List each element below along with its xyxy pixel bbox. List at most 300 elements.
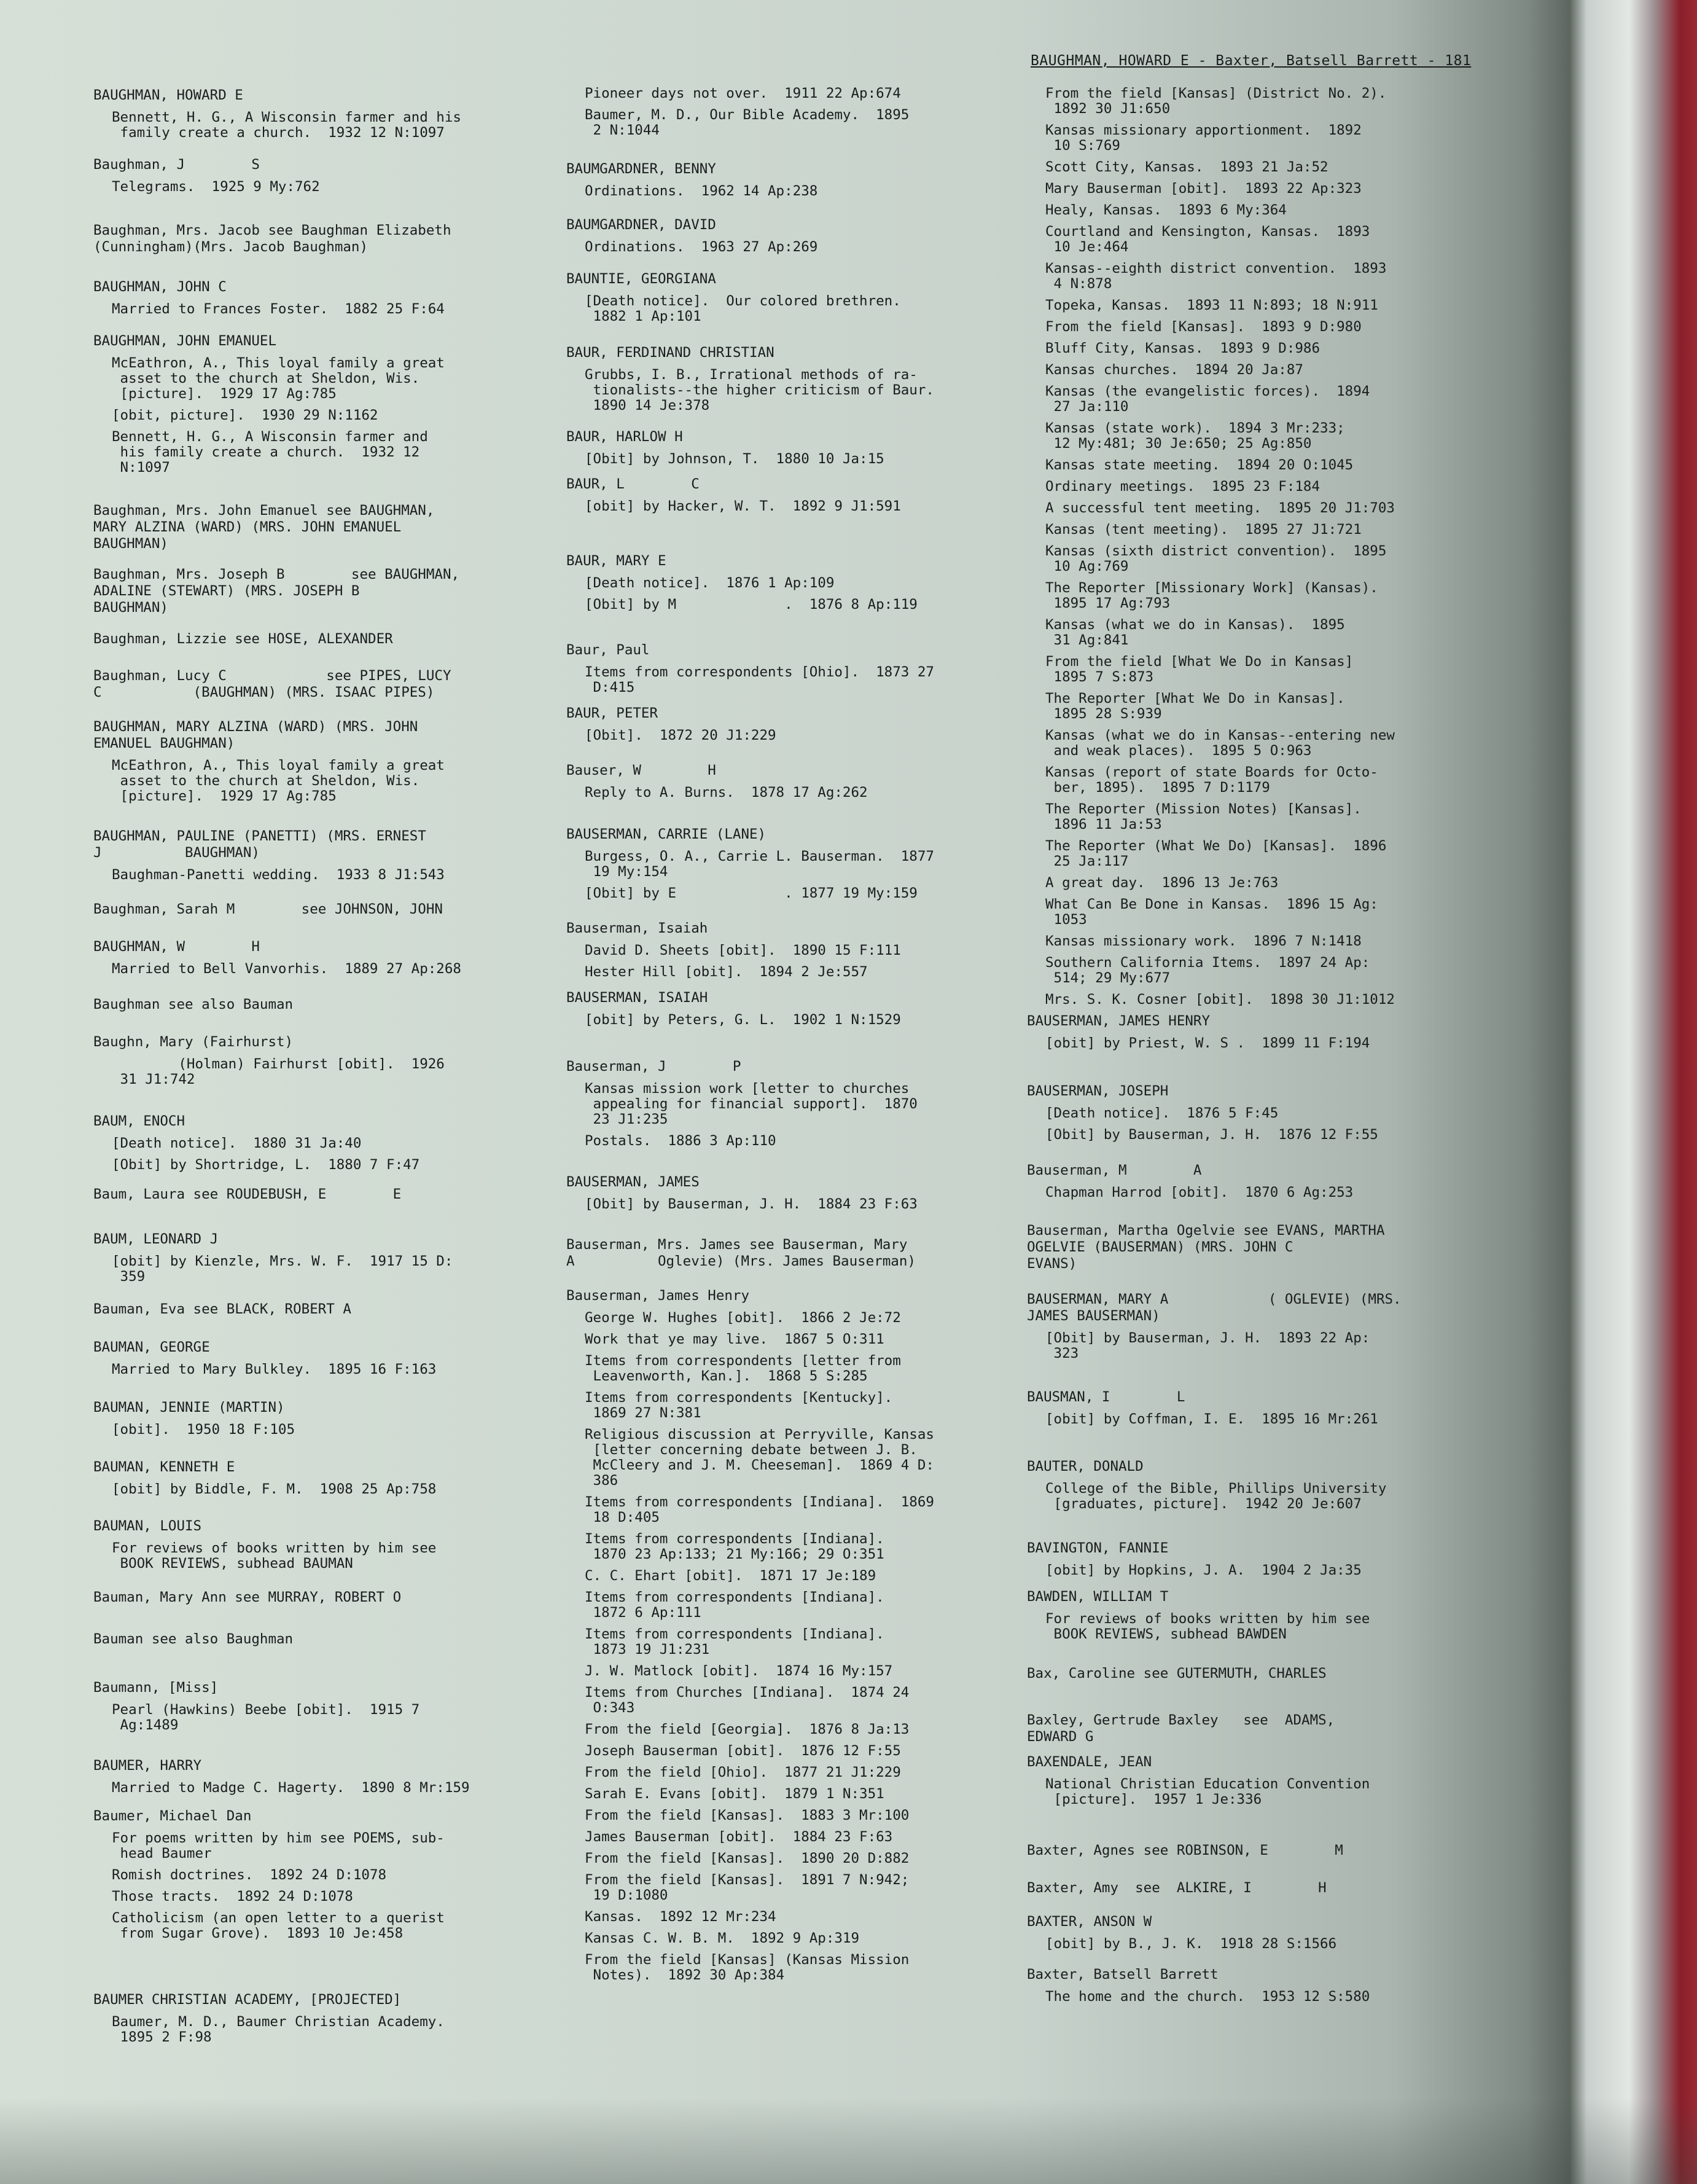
entry-heading: Baughman, J S <box>93 157 260 173</box>
citation-line: Bennett, H. G., A Wisconsin farmer and his family create a church. 1932 12 N:1097 <box>112 429 428 476</box>
citation-row <box>93 1057 542 1087</box>
index-entry <box>93 1186 542 1203</box>
index-entry <box>93 333 542 476</box>
citation-row <box>1027 1936 1469 1952</box>
citation-line: [Obit] by M . 1876 8 Ap:119 <box>585 597 918 613</box>
index-entry <box>1027 1842 1469 1859</box>
citation-row <box>1027 421 1469 452</box>
citation-line: Kansas (the evangelistic forces). 1894 27 Ja:110 <box>1045 383 1370 415</box>
citation-row <box>1027 261 1469 292</box>
citation-row <box>93 1889 542 1904</box>
citation-line: Kansas (tent meeting). 1895 27 J1:721 <box>1045 522 1362 538</box>
index-entry <box>1027 1967 1469 2005</box>
citation-row <box>566 1012 1008 1028</box>
citation-line: Religious discussion at Perryville, Kansas [letter concerning debate between J. B. McCleery and J. M. Cheeseman]. 1869 4 D: 386 <box>585 1427 934 1489</box>
entry-heading: BAVINGTON, FANNIE <box>1027 1540 1169 1556</box>
entry-heading: BAUSMAN, I L <box>1027 1389 1185 1405</box>
citation-row <box>566 1873 1008 1903</box>
entry-heading: BAUR, HARLOW H <box>566 429 683 445</box>
citation-row <box>566 1390 1008 1421</box>
citation-row <box>1027 802 1469 832</box>
citation-row <box>566 367 1008 413</box>
citation-row <box>566 184 1008 199</box>
citation-row <box>1027 1989 1469 2005</box>
citation-line: Baumer, M. D., Baumer Christian Academy. 1895 2 F:98 <box>112 2014 445 2045</box>
citation-line: Items from correspondents [letter from Leavenworth, Kan.]. 1868 5 S:285 <box>585 1353 901 1384</box>
citation-row <box>93 1831 542 1861</box>
citation-row <box>1027 160 1469 175</box>
citation-row <box>1027 654 1469 685</box>
entry-heading: BAUM, LEONARD J <box>93 1231 219 1247</box>
citation-line: [Death notice]. Our colored brethren. 1882 1 Ap:101 <box>585 293 901 324</box>
citation-line: Scott City, Kansas. 1893 21 Ja:52 <box>1045 159 1328 175</box>
citation-row <box>1027 1185 1469 1200</box>
citation-line: Mary Bauserman [obit]. 1893 22 Ap:323 <box>1045 181 1362 197</box>
entry-heading: Baum, Laura see ROUDEBUSH, E E <box>93 1186 402 1202</box>
citation-line: Kansas (what we do in Kansas--entering new and weak places). 1895 5 O:963 <box>1045 727 1395 759</box>
citation-row <box>566 1427 1008 1489</box>
citation-line: Kansas (what we do in Kansas). 1895 31 Ag:841 <box>1045 617 1345 648</box>
citation-line: [Death notice]. 1880 31 Ja:40 <box>112 1135 362 1151</box>
entry-heading: Baxley, Gertrude Baxley see ADAMS, EDWARD G <box>1027 1712 1335 1745</box>
citation-line: The home and the church. 1953 12 S:580 <box>1045 1989 1370 2005</box>
entry-heading: Baughman, Sarah M see JOHNSON, JOHN <box>93 901 443 917</box>
citation-row <box>566 1332 1008 1347</box>
citation-row <box>566 1722 1008 1737</box>
citation-line: Ordinations. 1963 27 Ap:269 <box>585 239 818 255</box>
citation-line: Those tracts. 1892 24 D:1078 <box>112 1888 353 1904</box>
index-entry <box>566 345 1008 413</box>
index-entry <box>93 1459 542 1497</box>
entry-heading: Baumer, Michael Dan <box>93 1808 252 1824</box>
citation-line: Grubbs, I. B., Irrational methods of ra- tionalists--the higher criticism of Baur. 1890 14 Je:378 <box>585 367 934 413</box>
entry-heading: BAUR, PETER <box>566 705 658 721</box>
citation-line: Kansas (report of state Boards for Octo- ber, 1895). 1895 7 D:1179 <box>1045 764 1378 796</box>
citation-row <box>1027 992 1469 1008</box>
citation-line: Items from Churches [Indiana]. 1874 24 O:343 <box>585 1685 910 1716</box>
index-entry <box>1027 1589 1469 1642</box>
citation-row <box>566 294 1008 324</box>
citation-line: Married to Frances Foster. 1882 25 F:64 <box>112 301 445 317</box>
citation-line: Courtland and Kensington, Kansas. 1893 10 Je:464 <box>1045 224 1370 255</box>
citation-row <box>1027 955 1469 986</box>
index-entry <box>93 157 542 195</box>
entry-heading: Bauserman, Martha Ogelvie see EVANS, MARTHA OGELVIE (BAUSERMAN) (MRS. JOHN C EVANS) <box>1027 1223 1385 1272</box>
citation-line: Pioneer days not over. 1911 22 Ap:674 <box>585 85 901 101</box>
citation-row <box>93 1482 542 1497</box>
entry-heading: BAUMER, HARRY <box>93 1758 202 1774</box>
entry-heading: BAUTER, DONALD <box>1027 1458 1144 1474</box>
index-entry <box>1027 1083 1469 1143</box>
citation-row <box>1027 728 1469 759</box>
citation-row <box>1027 362 1469 378</box>
citation-line: From the field [Kansas]. 1891 7 N:942; 19 D:1080 <box>585 1872 910 1903</box>
citation-line: J. W. Matlock [obit]. 1874 16 My:157 <box>585 1663 893 1679</box>
citation-row <box>1027 181 1469 197</box>
citation-line: David D. Sheets [obit]. 1890 15 F:111 <box>585 942 901 958</box>
entry-heading: BAUSERMAN, CARRIE (LANE) <box>566 826 767 842</box>
citation-row <box>566 785 1008 800</box>
index-entry <box>566 762 1008 800</box>
index-entry <box>1027 1712 1469 1745</box>
citation-line: From the field [Ohio]. 1877 21 J1:229 <box>585 1764 901 1780</box>
entry-heading: Bauman, Mary Ann see MURRAY, ROBERT O <box>93 1589 402 1605</box>
citation-row <box>566 1685 1008 1716</box>
citation-line: For reviews of books written by him see BOOK REVIEWS, subhead BAUMAN <box>112 1540 437 1571</box>
entry-heading: BAUGHMAN, HOWARD E <box>93 87 243 103</box>
citation-line: George W. Hughes [obit]. 1866 2 Je:72 <box>585 1310 901 1326</box>
citation-row <box>1027 1412 1469 1427</box>
citation-line: Work that ye may live. 1867 5 O:311 <box>585 1331 884 1347</box>
citation-line: From the field [Kansas] (Kansas Mission Notes). 1892 30 Ap:384 <box>585 1952 910 1983</box>
citation-row <box>1027 1331 1469 1361</box>
entry-heading: Baxter, Batsell Barrett <box>1027 1967 1219 1982</box>
citation-line: [Obit] by Shortridge, L. 1880 7 F:47 <box>112 1157 420 1173</box>
citation-line: Kansas mission work [letter to churches appealing for financial support]. 1870 23 J1:235 <box>585 1081 918 1127</box>
citation-row <box>566 1627 1008 1658</box>
index-entry <box>93 1399 542 1438</box>
entry-heading: Baxter, Amy see ALKIRE, I H <box>1027 1880 1327 1896</box>
index-entry <box>1027 1540 1469 1578</box>
citation-line: Burgess, O. A., Carrie L. Bauserman. 1877 19 My:154 <box>585 848 934 880</box>
index-entry <box>1027 1880 1469 1896</box>
entry-heading: BAUGHMAN, MARY ALZINA (WARD) (MRS. JOHN EMANUEL BAUGHMAN) <box>93 719 418 751</box>
index-entry <box>1027 1914 1469 1952</box>
index-entry <box>93 87 542 141</box>
index-entry <box>93 1518 542 1571</box>
citation-row <box>566 1664 1008 1679</box>
citation-line: Kansas missionary work. 1896 7 N:1418 <box>1045 933 1362 949</box>
citation-row <box>1027 341 1469 356</box>
citation-row <box>566 240 1008 255</box>
citation-line: [obit] by Hopkins, J. A. 1904 2 Ja:35 <box>1045 1562 1362 1578</box>
index-entry <box>566 990 1008 1028</box>
citation-row <box>1027 1611 1469 1642</box>
entry-heading: Bax, Caroline see GUTERMUTH, CHARLES <box>1027 1665 1327 1681</box>
citation-row <box>566 1081 1008 1127</box>
citation-row <box>1027 897 1469 928</box>
citation-line: Hester Hill [obit]. 1894 2 Je:557 <box>585 964 868 980</box>
entry-heading: Bauman, Eva see BLACK, ROBERT A <box>93 1301 351 1317</box>
citation-line: Married to Bell Vanvorhis. 1889 27 Ap:268 <box>112 961 461 977</box>
citation-line: [Death notice]. 1876 1 Ap:109 <box>585 575 835 591</box>
index-entry <box>93 939 542 977</box>
citation-line: Baumer, M. D., Our Bible Academy. 1895 2 N:1044 <box>585 107 910 138</box>
citation-line: [Obit] by Bauserman, J. H. 1876 12 F:55 <box>1045 1127 1378 1143</box>
citation-row <box>566 1765 1008 1780</box>
index-entry <box>93 901 542 918</box>
entry-heading: BAUM, ENOCH <box>93 1113 185 1129</box>
citation-row <box>93 1362 542 1377</box>
entry-heading: Baughman, Lucy C see PIPES, LUCY C (BAUGHMAN) (MRS. ISAAC PIPES) <box>93 668 451 700</box>
citation-line: [obit] by Kienzle, Mrs. W. F. 1917 15 D: 359 <box>112 1253 453 1285</box>
citation-row <box>566 943 1008 958</box>
citation-line: For reviews of books written by him see BOOK REVIEWS, subhead BAWDEN <box>1045 1611 1370 1642</box>
entry-heading: Bauserman, James Henry <box>566 1288 750 1304</box>
citation-line: A great day. 1896 13 Je:763 <box>1045 875 1279 891</box>
citation-row <box>566 965 1008 980</box>
citation-line: [obit] by Priest, W. S . 1899 11 F:194 <box>1045 1035 1370 1051</box>
index-entry <box>566 1237 1008 1270</box>
citation-row <box>566 1931 1008 1946</box>
citation-row <box>93 1868 542 1883</box>
citation-row <box>566 452 1008 467</box>
index-entry <box>93 1034 542 1087</box>
index-entry <box>1027 1291 1469 1361</box>
citation-line: C. C. Ehart [obit]. 1871 17 Je:189 <box>585 1568 876 1584</box>
citation-row <box>566 1590 1008 1621</box>
citation-line: (Holman) Fairhurst [obit]. 1926 31 J1:742 <box>120 1056 445 1087</box>
index-entry <box>566 271 1008 324</box>
citation-row <box>1027 1777 1469 1807</box>
citation-line: [obit] by Coffman, I. E. 1895 16 Mr:261 <box>1045 1411 1378 1427</box>
index-entry <box>93 631 542 648</box>
citation-line: [Death notice]. 1876 5 F:45 <box>1045 1105 1279 1121</box>
citation-row <box>93 867 542 883</box>
citation-row <box>1027 501 1469 516</box>
citation-row <box>93 1136 542 1151</box>
entry-heading: Baughman, Mrs. Jacob see Baughman Elizabeth (Cunningham)(Mrs. Jacob Baughman) <box>93 222 451 255</box>
citation-row <box>566 886 1008 901</box>
citation-row <box>566 1787 1008 1802</box>
entry-heading: BAUR, FERDINAND CHRISTIAN <box>566 345 774 361</box>
citation-line: Bennett, H. G., A Wisconsin farmer and his family create a church. 1932 12 N:1097 <box>112 109 461 141</box>
index-entry <box>1027 1013 1469 1051</box>
citation-line: The Reporter (Mission Notes) [Kansas]. 1896 11 Ja:53 <box>1045 801 1362 832</box>
citation-line: Southern California Items. 1897 24 Ap: 514; 29 My:677 <box>1045 955 1370 986</box>
citation-line: Kansas. 1892 12 Mr:234 <box>585 1909 776 1925</box>
citation-row <box>566 1133 1008 1149</box>
index-entry <box>566 642 1008 695</box>
citation-row <box>566 849 1008 880</box>
index-entry <box>93 1992 542 2045</box>
citation-line: Kansas state meeting. 1894 20 O:1045 <box>1045 457 1354 473</box>
citation-line: Topeka, Kansas. 1893 11 N:893; 18 N:911 <box>1045 297 1378 313</box>
index-entry <box>566 1059 1008 1149</box>
index-entry <box>93 1301 542 1318</box>
citation-line: [obit] by Biddle, F. M. 1908 25 Ap:758 <box>112 1481 437 1497</box>
index-entry <box>93 222 542 256</box>
entry-heading: Baughman, Mrs. Joseph B see BAUGHMAN, ADALINE (STEWART) (MRS. JOSEPH B BAUGHMAN) <box>93 566 460 616</box>
citation-row <box>93 1422 542 1438</box>
entry-heading: BAUSERMAN, JAMES HENRY <box>1027 1013 1211 1029</box>
index-entry <box>93 1808 542 1941</box>
index-entry <box>93 1231 542 1285</box>
index-entry <box>93 668 542 701</box>
citation-line: Postals. 1886 3 Ap:110 <box>585 1133 776 1149</box>
index-entry <box>93 1758 542 1796</box>
entry-heading: BAUSERMAN, JOSEPH <box>1027 1083 1169 1099</box>
citation-row <box>566 597 1008 613</box>
citation-line: Items from correspondents [Kentucky]. 1869 27 N:381 <box>585 1390 893 1421</box>
index-entry <box>93 828 542 883</box>
citation-row <box>566 108 1008 138</box>
entry-heading: Bauman see also Baughman <box>93 1631 294 1647</box>
entry-heading: Baughn, Mary (Fairhurst) <box>93 1034 294 1050</box>
citation-line: Items from correspondents [Indiana]. 1870 23 Ap:133; 21 My:166; 29 O:351 <box>585 1531 884 1562</box>
entry-heading: BAUR, L C <box>566 476 700 492</box>
entry-heading: BAUGHMAN, JOHN C <box>93 279 227 295</box>
index-entry <box>1027 1162 1469 1200</box>
citation-row <box>93 2014 542 2045</box>
citation-row <box>93 110 542 141</box>
citation-row <box>566 1568 1008 1584</box>
citation-line: Chapman Harrod [obit]. 1870 6 Ag:253 <box>1045 1184 1354 1200</box>
citation-line: [Obit] by Bauserman, J. H. 1884 23 F:63 <box>585 1196 918 1212</box>
index-entry <box>93 279 542 317</box>
entry-heading: BAUGHMAN, JOHN EMANUEL <box>93 333 277 349</box>
entry-heading: Bauser, W H <box>566 762 716 778</box>
citation-row <box>93 429 542 476</box>
citation-line: The Reporter [What We Do in Kansas]. 1895 28 S:939 <box>1045 691 1345 722</box>
citation-line: Kansas churches. 1894 20 Ja:87 <box>1045 362 1303 378</box>
entry-heading: Bauserman, J P <box>566 1059 741 1074</box>
citation-row <box>1027 691 1469 722</box>
citation-line: From the field [Kansas] (District No. 2). 1892 30 J1:650 <box>1045 85 1387 117</box>
index-entry <box>93 566 542 616</box>
citation-line: From the field [Kansas]. 1890 20 D:882 <box>585 1850 910 1866</box>
citation-row <box>93 408 542 423</box>
index-entry <box>1027 1458 1469 1512</box>
citation-row <box>1027 224 1469 255</box>
citation-line: [obit] by B., J. K. 1918 28 S:1566 <box>1045 1936 1337 1952</box>
citation-row <box>566 1310 1008 1326</box>
entry-heading: BAUSERMAN, ISAIAH <box>566 990 708 1006</box>
citation-row <box>1027 839 1469 869</box>
index-entry <box>1027 86 1469 1008</box>
index-entry <box>93 1680 542 1733</box>
entry-heading: Baughman, Lizzie see HOSE, ALEXANDER <box>93 631 393 647</box>
citation-line: The Reporter [Missionary Work] (Kansas). 1895 17 Ag:793 <box>1045 580 1378 611</box>
citation-row <box>1027 765 1469 796</box>
citation-row <box>93 1157 542 1173</box>
citation-row <box>1027 1106 1469 1121</box>
citation-line: Items from correspondents [Ohio]. 1873 27 D:415 <box>585 664 934 695</box>
entry-heading: BAUMAN, JENNIE (MARTIN) <box>93 1399 285 1415</box>
citation-line: For poems written by him see POEMS, sub- head Baumer <box>112 1830 445 1861</box>
index-entry <box>93 1113 542 1173</box>
citation-row <box>93 1254 542 1285</box>
citation-row <box>1027 544 1469 574</box>
citation-line: Joseph Bauserman [obit]. 1876 12 F:55 <box>585 1743 901 1759</box>
index-entry <box>566 217 1008 255</box>
entry-heading: BAXTER, ANSON W <box>1027 1914 1152 1930</box>
index-entry <box>566 1288 1008 1983</box>
citation-row <box>1027 1127 1469 1143</box>
citation-line: [obit]. 1950 18 F:105 <box>112 1422 295 1438</box>
index-entry <box>1027 1389 1469 1427</box>
citation-line: Kansas (sixth district convention). 1895 10 Ag:769 <box>1045 543 1387 574</box>
index-entry <box>566 476 1008 514</box>
index-entry <box>566 429 1008 467</box>
citation-row <box>1027 1563 1469 1578</box>
citation-row <box>93 961 542 977</box>
citation-line: From the field [Georgia]. 1876 8 Ja:13 <box>585 1721 910 1737</box>
citation-line: [Obit] by Bauserman, J. H. 1893 22 Ap: 323 <box>1045 1330 1370 1361</box>
citation-row <box>1027 522 1469 538</box>
citation-row <box>566 1744 1008 1759</box>
citation-line: From the field [Kansas]. 1893 9 D:980 <box>1045 319 1362 335</box>
citation-row <box>566 1808 1008 1823</box>
citation-line: Kansas C. W. B. M. 1892 9 Ap:319 <box>585 1930 860 1946</box>
citation-line: James Bauserman [obit]. 1884 23 F:63 <box>585 1829 893 1845</box>
index-entry <box>566 705 1008 743</box>
citation-line: A successful tent meeting. 1895 20 J1:703 <box>1045 500 1395 516</box>
citation-row <box>566 576 1008 591</box>
citation-line: Ordinations. 1962 14 Ap:238 <box>585 183 818 199</box>
citation-row <box>1027 875 1469 891</box>
entry-heading: Bauserman, M A <box>1027 1162 1202 1178</box>
citation-line: Items from correspondents [Indiana]. 1872 6 Ap:111 <box>585 1589 884 1621</box>
citation-line: Married to Madge C. Hagerty. 1890 8 Mr:159 <box>112 1780 470 1796</box>
citation-row <box>1027 298 1469 313</box>
entry-heading: BAUNTIE, GEORGIANA <box>566 271 716 287</box>
index-entry <box>1027 1223 1469 1272</box>
index-entry <box>566 553 1008 613</box>
index-entry <box>93 503 542 552</box>
citation-row <box>93 1702 542 1733</box>
citation-row <box>566 665 1008 695</box>
citation-line: Kansas--eighth district convention. 1893 4 N:878 <box>1045 260 1387 292</box>
citation-row <box>566 1952 1008 1983</box>
entry-heading: BAUMER CHRISTIAN ACADEMY, [PROJECTED] <box>93 1992 402 2008</box>
citation-line: Items from correspondents [Indiana]. 1869 18 D:405 <box>585 1494 934 1525</box>
entry-heading: BAUMGARDNER, BENNY <box>566 161 716 177</box>
citation-row <box>1027 617 1469 648</box>
citation-line: College of the Bible, Phillips University [graduates, picture]. 1942 20 Je:607 <box>1045 1481 1387 1512</box>
entry-heading: Bauserman, Isaiah <box>566 920 708 936</box>
index-entry <box>93 1631 542 1648</box>
citation-line: Married to Mary Bulkley. 1895 16 F:163 <box>112 1361 437 1377</box>
citation-row <box>566 1197 1008 1212</box>
citation-row <box>93 1541 542 1571</box>
citation-line: Pearl (Hawkins) Beebe [obit]. 1915 7 Ag:1489 <box>112 1702 420 1733</box>
citation-line: Ordinary meetings. 1895 23 F:184 <box>1045 479 1321 495</box>
citation-row <box>93 1911 542 1941</box>
citation-line: McEathron, A., This loyal family a great asset to the church at Sheldon, Wis. [picture]. 1929 17 Ag:785 <box>112 355 445 402</box>
entry-heading: BAUMGARDNER, DAVID <box>566 217 716 233</box>
index-entry <box>566 1174 1008 1212</box>
citation-row <box>566 1909 1008 1925</box>
citation-row <box>566 1353 1008 1384</box>
entry-heading: BAUGHMAN, W H <box>93 939 260 955</box>
citation-line: Sarah E. Evans [obit]. 1879 1 N:351 <box>585 1786 884 1802</box>
index-entry <box>566 161 1008 199</box>
index-entry <box>1027 1665 1469 1682</box>
citation-row <box>93 356 542 402</box>
index-entry <box>93 996 542 1013</box>
entry-heading: Baur, Paul <box>566 642 650 658</box>
entry-heading: BAUMAN, LOUIS <box>93 1518 202 1534</box>
index-entry <box>93 1589 542 1606</box>
citation-line: [obit] by Hacker, W. T. 1892 9 J1:591 <box>585 498 901 514</box>
entry-heading: BAUGHMAN, PAULINE (PANETTI) (MRS. ERNEST J BAUGHMAN) <box>93 828 426 861</box>
citation-row <box>1027 934 1469 949</box>
index-entry <box>1027 1754 1469 1807</box>
citation-line: What Can Be Done in Kansas. 1896 15 Ag: 1053 <box>1045 896 1378 928</box>
citation-line: Romish doctrines. 1892 24 D:1078 <box>112 1867 387 1883</box>
citation-line: Kansas (state work). 1894 3 Mr:233; 12 My:481; 30 Je:650; 25 Ag:850 <box>1045 420 1345 452</box>
citation-row <box>566 1851 1008 1866</box>
entry-heading: BAUMAN, KENNETH E <box>93 1459 235 1475</box>
entry-heading: Baughman see also Bauman <box>93 996 294 1012</box>
citation-row <box>93 1780 542 1796</box>
citation-line: [Obit] by E . 1877 19 My:159 <box>585 885 918 901</box>
citation-row <box>1027 1481 1469 1512</box>
index-entry <box>566 826 1008 901</box>
citation-row <box>566 1495 1008 1525</box>
citation-line: Baughman-Panetti wedding. 1933 8 J1:543 <box>112 867 445 883</box>
